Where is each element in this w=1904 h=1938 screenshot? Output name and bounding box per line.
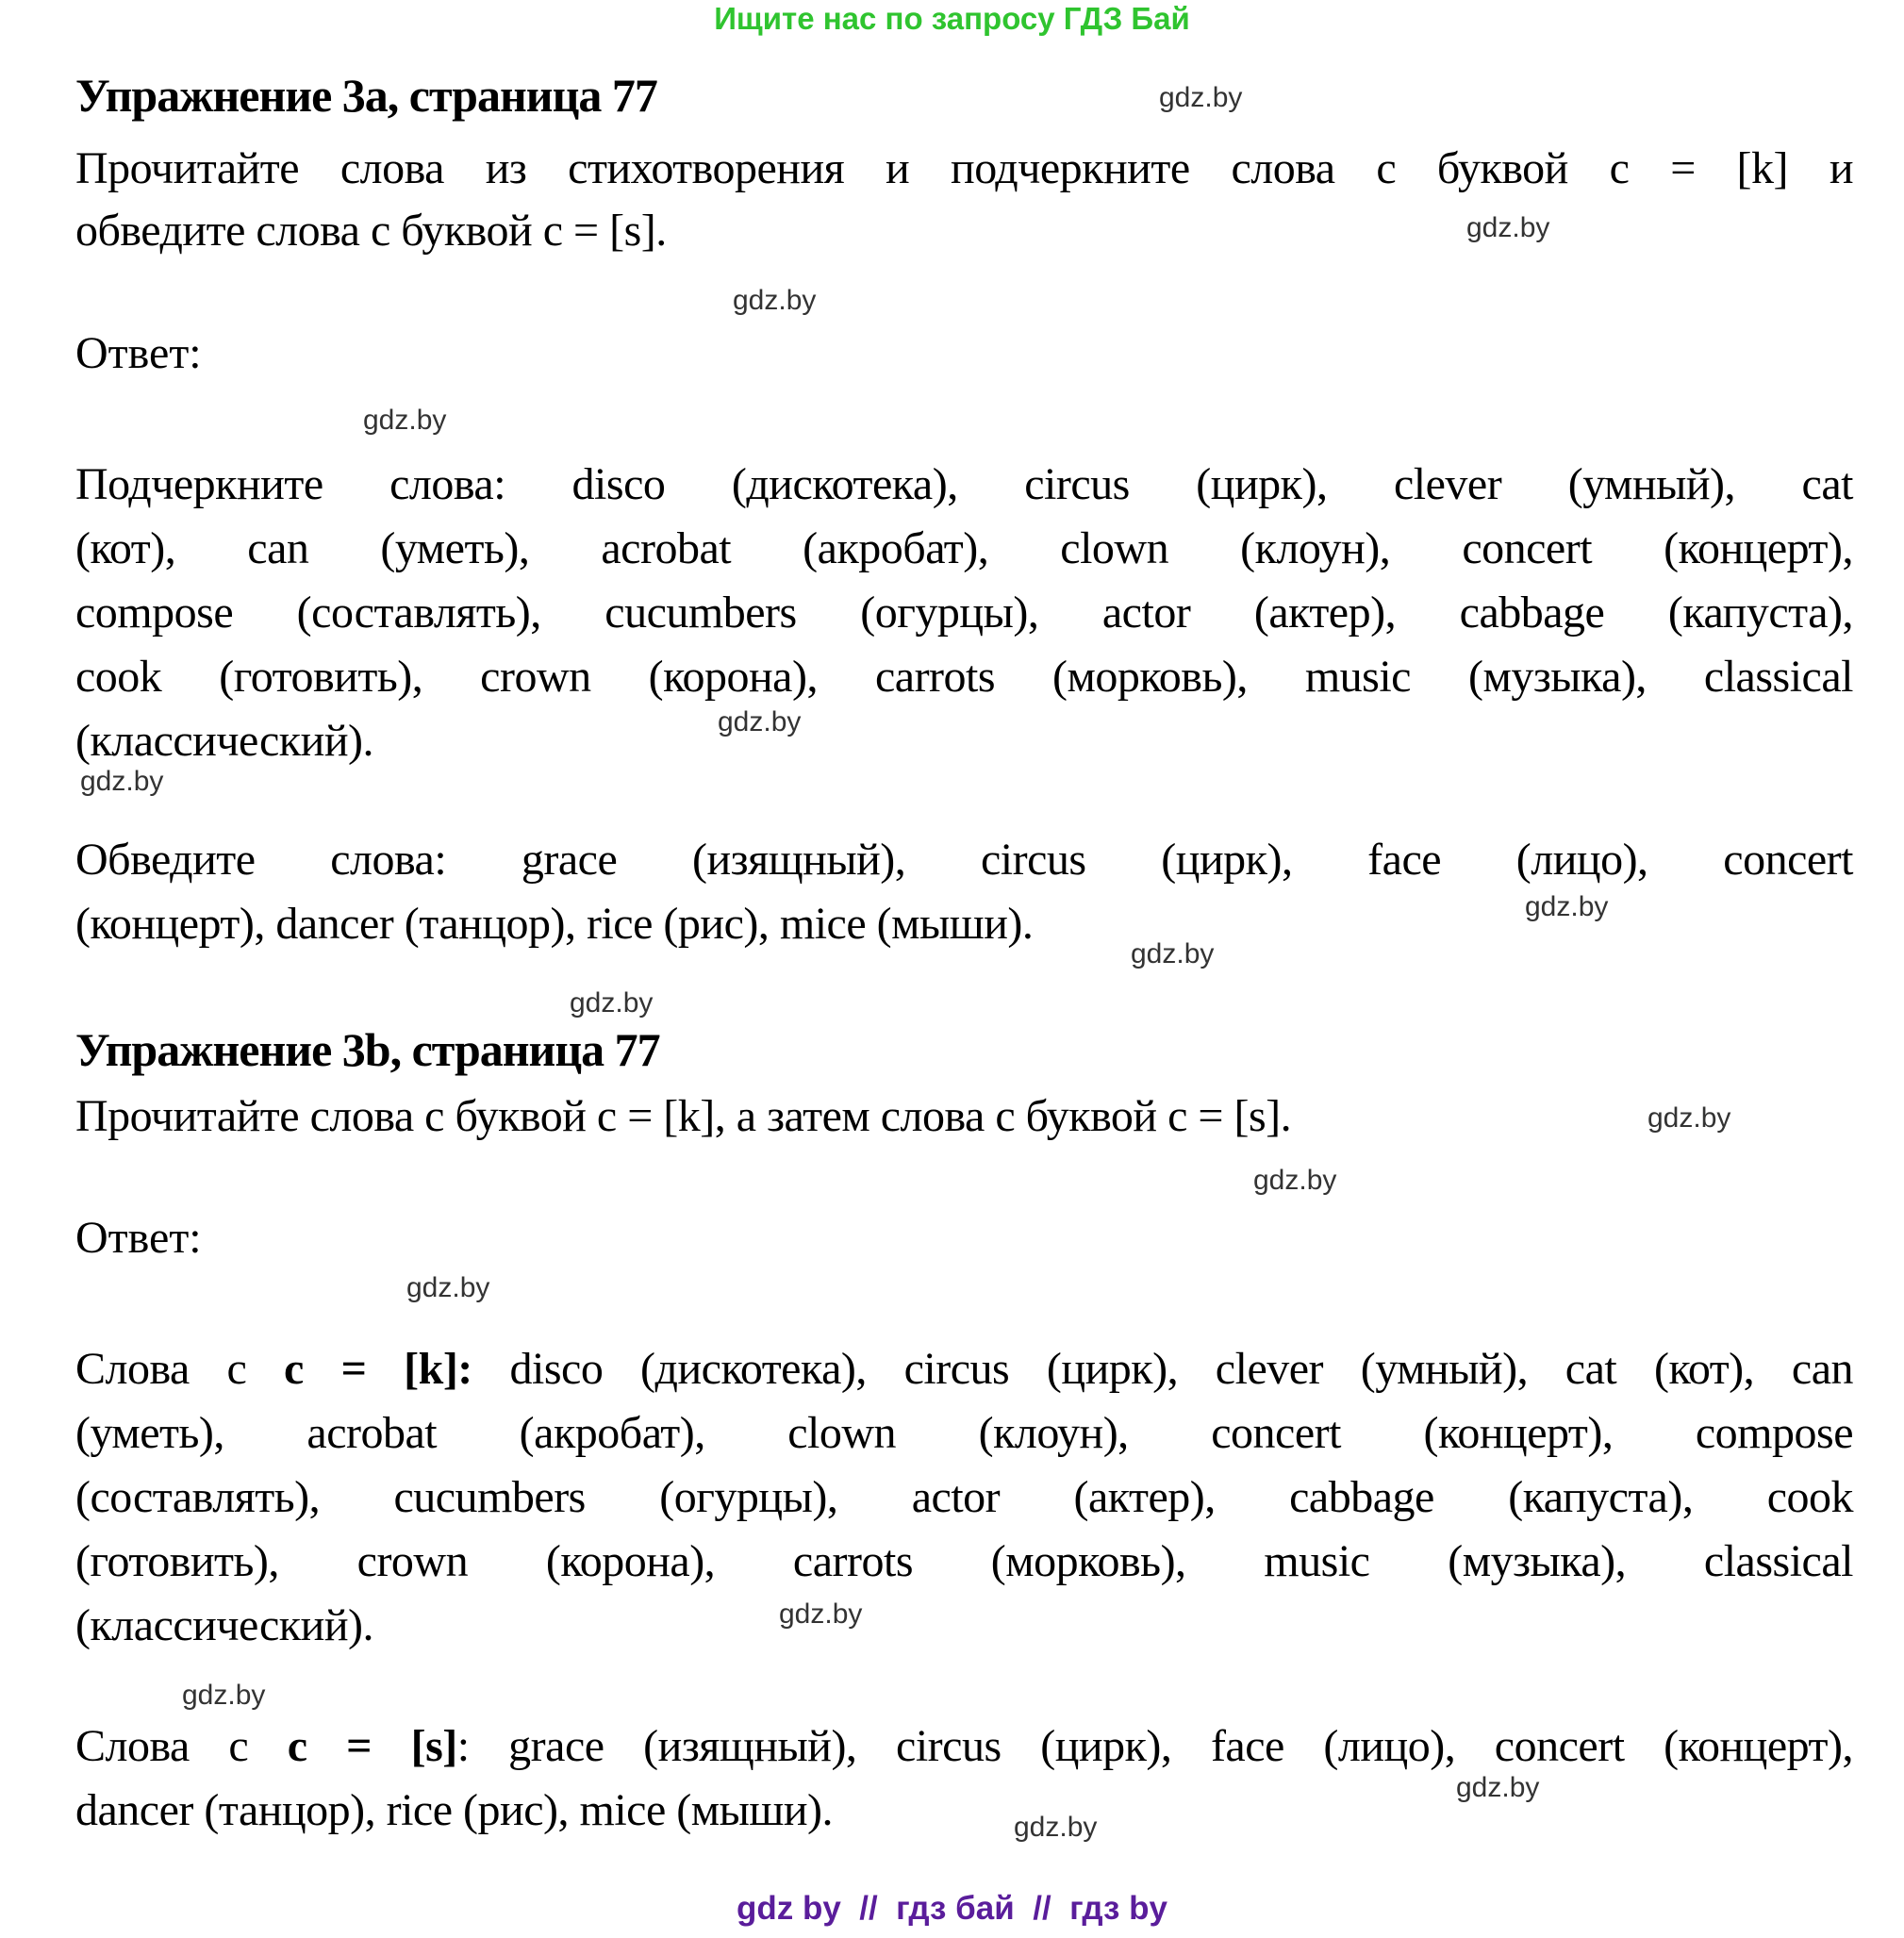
exercise-3a-task [75,138,1853,262]
answer-label-3a: Ответ: [75,328,202,378]
watermark-gdz-by: gdz.by [1456,1772,1540,1803]
watermark-gdz-by: gdz.by [1253,1165,1337,1196]
exercise-3a-title: Упражнение 3а, страница 77 [75,69,657,122]
k-answer-prefix: Слова с [75,1344,285,1394]
text-line: Подчеркните слова: disco (дискотека), circus (цирк), clever (умный), cat [75,459,1853,509]
watermark-gdz-by: gdz.by [1014,1812,1098,1843]
text-line: (классический). [75,716,373,766]
watermark-gdz-by: gdz.by [1131,938,1215,969]
text-line: (кот), can (уметь), acrobat (акробат), clown (клоун), concert (концерт), [75,523,1853,573]
exercise-3b-task: Прочитайте слова с буквой c = [k], а затем слова с буквой c = [s]. [75,1091,1292,1141]
exercise-3b-s-answer [75,1714,1853,1843]
s-answer-prefix: Слова с [75,1721,288,1771]
text-line: Обведите слова: grace (изящный), circus (цирк), face (лицо), concert [75,835,1853,885]
text-line: Прочитайте слова из стихотворения и подчеркните слова с буквой c = [k] и [75,143,1853,193]
text-line: (составлять), cucumbers (огурцы), actor (актер), cabbage (капуста), cook [75,1472,1853,1522]
watermark-gdz-by: gdz.by [80,766,164,797]
s-answer-formula: c = [s] [287,1721,457,1771]
s-answer-rest: : grace (изящный), circus (цирк), face (лицо), concert (концерт), [456,1721,1853,1771]
watermark-gdz-by: gdz.by [1159,82,1243,113]
watermark-gdz-by: gdz.by [363,405,447,436]
text-line: (уметь), acrobat (акробат), clown (клоун), concert (концерт), compose [75,1408,1854,1458]
watermark-gdz-by: gdz.by [718,706,802,737]
watermark-gdz-by: gdz.by [570,987,654,1019]
text-line: обведите слова с буквой c = [s]. [75,206,667,256]
text-line: cook (готовить), crown (корона), carrots (морковь), music (музыка), classical [75,652,1853,702]
k-answer-rest: disco (дискотека), circus (цирк), clever (умный), cat (кот), can [472,1344,1853,1394]
answer-label-3b: Ответ: [75,1213,202,1263]
watermark-gdz-by: gdz.by [779,1598,863,1630]
watermark-gdz-by: gdz.by [1647,1102,1731,1134]
exercise-3b-title: Упражнение 3b, страница 77 [75,1023,660,1076]
text-line [75,1714,1853,1779]
text-line: (концерт), dancer (танцор), rice (рис), mice (мыши). [75,899,1034,949]
text-line [75,1337,1853,1401]
text-line: compose (составлять), cucumbers (огурцы), actor (актер), cabbage (капуста), [75,588,1853,638]
watermark-gdz-by: gdz.by [406,1272,490,1303]
watermark-gdz-by: gdz.by [182,1680,266,1711]
watermark-gdz-by: gdz.by [733,285,817,316]
exercise-3a-underline-answer [75,453,1853,773]
watermark-gdz-by: gdz.by [1525,891,1609,922]
text-line: (классический). [75,1600,373,1650]
k-answer-formula: c = [k]: [284,1344,472,1394]
watermark-gdz-by: gdz.by [1466,212,1550,243]
top-banner: Ищите нас по запросу ГДЗ Бай [714,1,1190,36]
text-line: dancer (танцор), rice (рис), mice (мыши). [75,1785,834,1835]
text-line: (готовить), crown (корона), carrots (морковь), music (музыка), classical [75,1536,1853,1586]
exercise-3b-k-answer [75,1337,1853,1658]
footer-brand-text: gdz by // гдз бай // гдз by [737,1890,1167,1927]
